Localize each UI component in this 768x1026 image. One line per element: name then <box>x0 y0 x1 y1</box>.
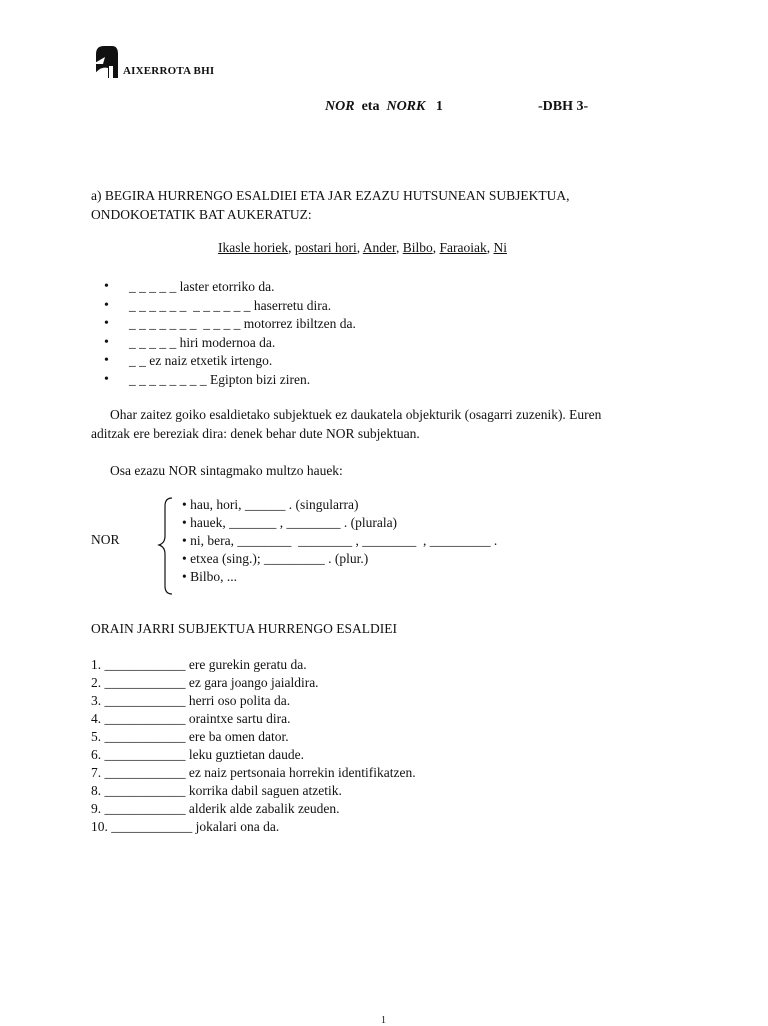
curly-brace-icon <box>156 496 176 596</box>
option-word: Faraoiak <box>439 240 487 255</box>
list-item: • _ _ _ _ _ hiri modernoa da. <box>91 334 356 353</box>
list-item: 10. ____________ jokalari ona da. <box>91 819 280 834</box>
note-paragraph <box>91 405 691 443</box>
school-name: AIXERROTA BHI <box>123 65 215 77</box>
nor-prompt: Osa ezazu NOR sintagmako multzo hauek: <box>110 463 343 478</box>
option-word: postari hori <box>294 240 357 255</box>
title-eta: eta <box>361 99 380 114</box>
list-item: • _ _ _ _ _ _ _ _ _ _ _ motorrez ibiltzen da. <box>91 315 356 334</box>
school-logo <box>92 44 214 78</box>
title-nor: NOR <box>325 99 355 114</box>
note-line: Ohar zaitez goiko esaldietako subjektuek ez daukatela objekturik (osagarri zuzenik). Euren <box>110 407 602 422</box>
list-item: 5. ____________ ere ba omen dator. <box>91 729 289 744</box>
list-item: • _ _ ez naiz etxetik irtengo. <box>91 352 356 371</box>
nor-group-list <box>182 496 497 586</box>
exercise-b-title: ORAIN JARRI SUBJEKTUA HURRENGO ESALDIEI <box>91 621 398 636</box>
windmill-logo-icon <box>92 44 120 78</box>
list-item: • _ _ _ _ _ _ _ _ _ _ _ _ haserretu dira. <box>91 297 356 316</box>
note-line: aditzak ere bereziak dira: denek behar dute NOR subjektuan. <box>91 426 420 441</box>
list-item: • _ _ _ _ _ _ _ _ Egipton bizi ziren. <box>91 371 356 390</box>
instruction-line: ONDOKOETATIK BAT AUKERATUZ: <box>91 207 312 222</box>
option-word: Ikasle horiek <box>218 240 289 255</box>
list-item: • hauek, _______ , ________ . (plurala) <box>182 515 398 530</box>
list-item: 6. ____________ leku guztietan daude. <box>91 747 304 762</box>
list-item: • ni, bera, ________ ________ , ________ , _________ . <box>182 533 498 548</box>
page-title <box>325 99 443 115</box>
exercise-b-list <box>91 656 416 836</box>
list-item: 3. ____________ herri oso polita da. <box>91 693 291 708</box>
exercise-a-list <box>91 278 356 390</box>
list-item: 2. ____________ ez gara joango jaialdira. <box>91 675 319 690</box>
list-item: 9. ____________ alderik alde zabalik zeuden. <box>91 801 340 816</box>
list-item: 1. ____________ ere gurekin geratu da. <box>91 657 307 672</box>
option-word: Ni <box>493 240 507 255</box>
instruction-line: a) BEGIRA HURRENGO ESALDIEI ETA JAR EZAZU HUTSUNEAN SUBJEKTUA, <box>91 188 570 203</box>
list-item: • etxea (sing.); _________ . (plur.) <box>182 551 369 566</box>
option-word: Ander <box>362 240 396 255</box>
page-number: 1 <box>381 1015 386 1026</box>
list-item: 8. ____________ korrika dabil saguen atzetik. <box>91 783 342 798</box>
title-nork: NORK <box>386 99 426 114</box>
list-item: • hau, hori, ______ . (singularra) <box>182 497 359 512</box>
exercise-a-instruction <box>91 186 691 224</box>
nor-label: NOR <box>91 532 120 547</box>
title-number: 1 <box>435 99 443 114</box>
list-item: • _ _ _ _ _ laster etorriko da. <box>91 278 356 297</box>
list-item: 7. ____________ ez naiz pertsonaia horrekin identifikatzen. <box>91 765 416 780</box>
list-item: 4. ____________ oraintxe sartu dira. <box>91 711 291 726</box>
option-word: Bilbo <box>402 240 433 255</box>
list-item: • Bilbo, ... <box>182 569 237 584</box>
level-label: -DBH 3- <box>538 99 589 114</box>
subject-options: Ikasle horiek, postari hori, Ander, Bilbo, Faraoiak, Ni <box>218 240 507 255</box>
